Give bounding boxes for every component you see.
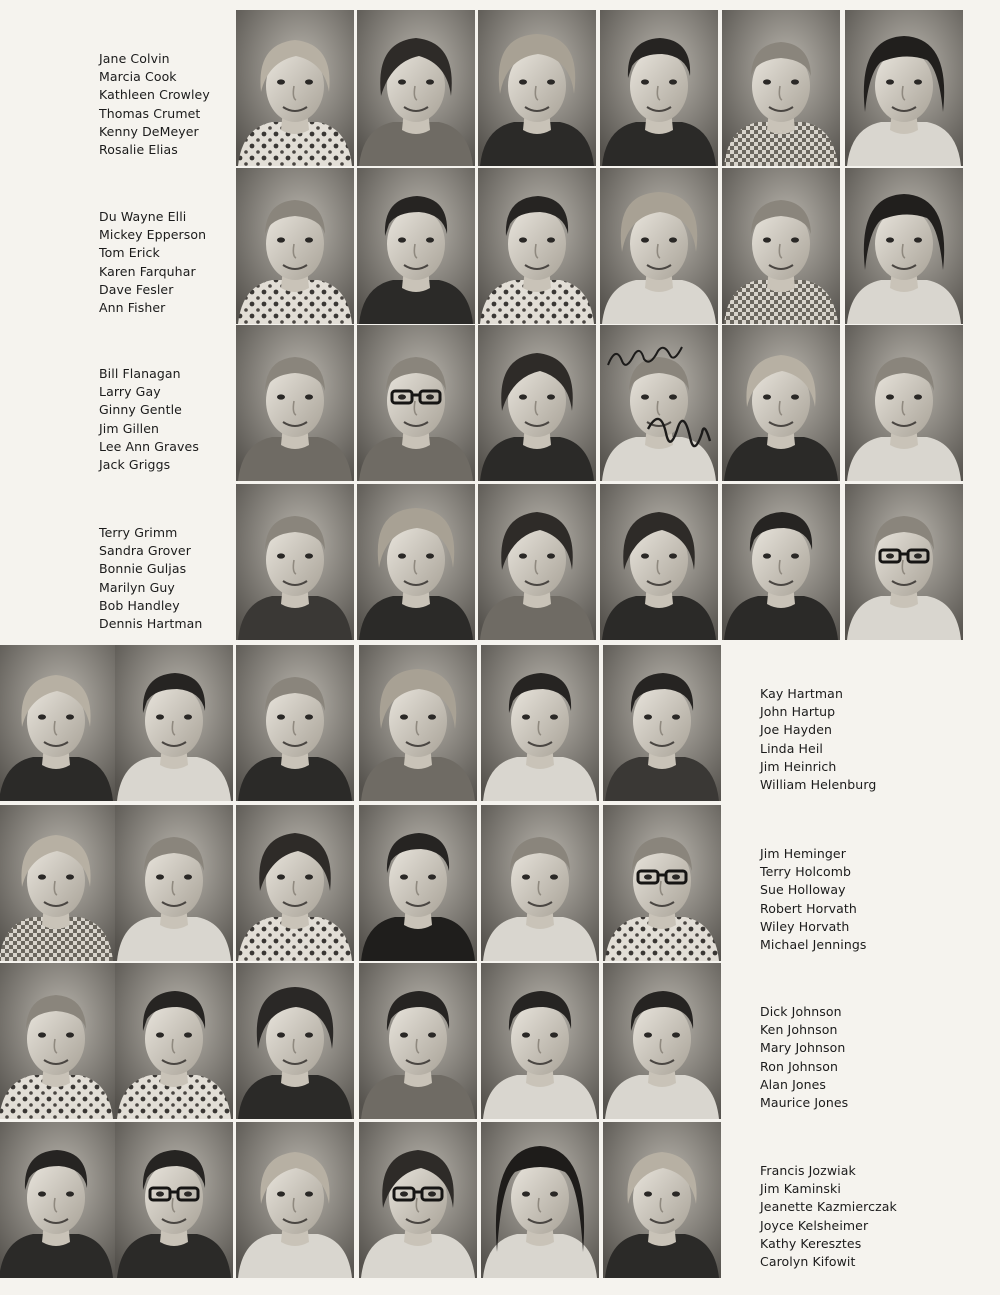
student-name: Michael Jennings xyxy=(760,937,867,953)
student-name: Marilyn Guy xyxy=(99,579,175,595)
portrait-image xyxy=(357,168,475,324)
student-portrait xyxy=(115,805,233,961)
portrait-image xyxy=(236,325,354,481)
portrait-image xyxy=(481,805,599,961)
portrait-image xyxy=(236,963,354,1119)
student-name: Dennis Hartman xyxy=(99,616,203,632)
portrait-image xyxy=(722,325,840,481)
student-portrait xyxy=(481,1122,599,1278)
student-portrait xyxy=(603,805,721,961)
portrait-image xyxy=(845,10,963,166)
student-portrait xyxy=(0,645,115,801)
student-name: Alan Jones xyxy=(760,1076,827,1092)
student-name: Ann Fisher xyxy=(99,300,166,316)
portrait-image xyxy=(481,645,599,801)
portrait-image xyxy=(236,168,354,324)
student-portrait xyxy=(359,1122,477,1278)
name-list xyxy=(760,1003,848,1112)
student-name: Marcia Cook xyxy=(99,69,177,85)
student-portrait xyxy=(357,484,475,640)
student-name: Thomas Crumet xyxy=(99,105,201,121)
portrait-image xyxy=(236,645,354,801)
student-name: Sandra Grover xyxy=(99,543,191,559)
portrait-image xyxy=(722,168,840,324)
student-portrait xyxy=(722,484,840,640)
name-list xyxy=(99,524,202,633)
student-portrait xyxy=(845,10,963,166)
portrait-image xyxy=(603,805,721,961)
student-name: Dave Fesler xyxy=(99,281,174,297)
student-name: Karen Farquhar xyxy=(99,263,196,279)
portrait-image xyxy=(115,645,233,801)
portrait-image xyxy=(478,325,596,481)
portrait-image xyxy=(357,10,475,166)
student-portrait xyxy=(481,963,599,1119)
student-name: Du Wayne Elli xyxy=(99,209,187,224)
student-portrait xyxy=(603,1122,721,1278)
student-portrait xyxy=(359,805,477,961)
name-list xyxy=(760,1162,897,1271)
portrait-image xyxy=(600,168,718,324)
student-portrait xyxy=(357,325,475,481)
student-name: Kay Hartman xyxy=(760,686,843,701)
student-portrait xyxy=(478,484,596,640)
student-name: Kathleen Crowley xyxy=(99,87,210,103)
student-portrait xyxy=(0,1122,115,1278)
portrait-image xyxy=(600,10,718,166)
portrait-image xyxy=(236,484,354,640)
student-name: Bob Handley xyxy=(99,597,180,613)
student-portrait xyxy=(845,484,963,640)
portrait-image xyxy=(359,963,477,1119)
student-portrait xyxy=(478,325,596,481)
student-portrait xyxy=(0,805,115,961)
portrait-image xyxy=(115,805,233,961)
portrait-image xyxy=(845,168,963,324)
student-portrait xyxy=(845,168,963,324)
portrait-image xyxy=(722,10,840,166)
portrait-image xyxy=(359,1122,477,1278)
student-name: Joe Hayden xyxy=(760,722,833,738)
student-portrait xyxy=(478,10,596,166)
portrait-image xyxy=(478,10,596,166)
portrait-image xyxy=(478,484,596,640)
portrait-image xyxy=(236,805,354,961)
student-name: Carolyn Kifowit xyxy=(760,1254,856,1270)
student-name: Joyce Kelsheimer xyxy=(760,1217,869,1233)
student-portrait xyxy=(603,963,721,1119)
portrait-image xyxy=(0,645,115,801)
student-portrait xyxy=(236,963,354,1119)
student-name: Rosalie Elias xyxy=(99,142,178,158)
student-name: Mary Johnson xyxy=(760,1040,846,1056)
student-name: Kathy Keresztes xyxy=(760,1235,862,1251)
portrait-image xyxy=(0,805,115,961)
portrait-image xyxy=(0,963,115,1119)
portrait-image xyxy=(600,325,718,481)
portrait-image xyxy=(359,645,477,801)
student-portrait xyxy=(478,168,596,324)
student-name: Sue Holloway xyxy=(760,882,846,898)
student-portrait xyxy=(236,484,354,640)
student-portrait xyxy=(359,645,477,801)
portrait-image xyxy=(357,325,475,481)
student-name: Francis Jozwiak xyxy=(760,1163,856,1178)
student-portrait xyxy=(722,168,840,324)
student-name: Jim Heinrich xyxy=(760,758,837,774)
name-list xyxy=(99,208,206,317)
student-portrait xyxy=(0,963,115,1119)
student-name: Bill Flanagan xyxy=(99,366,181,381)
name-list xyxy=(760,685,876,794)
portrait-image xyxy=(845,484,963,640)
student-name: Ginny Gentle xyxy=(99,402,182,418)
portrait-image xyxy=(478,168,596,324)
student-name: Jack Griggs xyxy=(99,457,171,473)
student-name: Robert Horvath xyxy=(760,900,857,916)
portrait-image xyxy=(357,484,475,640)
student-name: Jane Colvin xyxy=(99,51,170,66)
student-portrait xyxy=(236,325,354,481)
student-portrait xyxy=(722,10,840,166)
portrait-image xyxy=(359,805,477,961)
student-name: Jim Heminger xyxy=(760,846,846,861)
student-name: Lee Ann Graves xyxy=(99,438,199,454)
portrait-image xyxy=(115,1122,233,1278)
name-list xyxy=(99,365,199,474)
portrait-image xyxy=(603,645,721,801)
student-portrait xyxy=(600,10,718,166)
name-list xyxy=(760,845,867,954)
student-portrait xyxy=(603,645,721,801)
student-portrait xyxy=(481,645,599,801)
student-portrait xyxy=(600,484,718,640)
student-portrait xyxy=(236,1122,354,1278)
student-portrait xyxy=(359,963,477,1119)
student-portrait xyxy=(115,1122,233,1278)
student-name: Dick Johnson xyxy=(760,1004,842,1019)
student-name: Linda Heil xyxy=(760,740,823,756)
student-portrait xyxy=(236,645,354,801)
student-name: Mickey Epperson xyxy=(99,227,207,243)
portrait-image xyxy=(236,1122,354,1278)
student-name: Terry Grimm xyxy=(99,525,178,540)
student-portrait xyxy=(357,168,475,324)
portrait-image xyxy=(845,325,963,481)
student-portrait xyxy=(236,168,354,324)
student-name: John Hartup xyxy=(760,704,836,720)
student-portrait xyxy=(115,645,233,801)
student-name: Jim Gillen xyxy=(99,420,160,436)
student-portrait xyxy=(722,325,840,481)
student-name: Ron Johnson xyxy=(760,1058,839,1074)
portrait-image xyxy=(0,1122,115,1278)
student-portrait xyxy=(236,805,354,961)
student-portrait xyxy=(845,325,963,481)
student-portrait xyxy=(357,10,475,166)
portrait-image xyxy=(722,484,840,640)
student-portrait xyxy=(115,963,233,1119)
portrait-image xyxy=(600,484,718,640)
student-name: Jim Kaminski xyxy=(760,1181,841,1197)
student-name: Bonnie Guljas xyxy=(99,561,187,577)
student-portrait xyxy=(600,168,718,324)
portrait-image xyxy=(603,1122,721,1278)
portrait-image xyxy=(115,963,233,1119)
portrait-image xyxy=(481,963,599,1119)
portrait-image xyxy=(603,963,721,1119)
student-portrait xyxy=(600,325,718,481)
student-name: Wiley Horvath xyxy=(760,918,850,934)
student-name: Kenny DeMeyer xyxy=(99,123,199,139)
student-name: William Helenburg xyxy=(760,777,877,793)
portrait-image xyxy=(481,1122,599,1278)
student-portrait xyxy=(236,10,354,166)
student-name: Maurice Jones xyxy=(760,1095,849,1111)
student-portrait xyxy=(481,805,599,961)
name-list xyxy=(99,50,210,159)
portrait-image xyxy=(236,10,354,166)
student-name: Ken Johnson xyxy=(760,1022,838,1038)
student-name: Larry Gay xyxy=(99,384,161,400)
student-name: Terry Holcomb xyxy=(760,864,852,880)
student-name: Jeanette Kazmierczak xyxy=(760,1199,897,1215)
student-name: Tom Erick xyxy=(99,245,160,261)
